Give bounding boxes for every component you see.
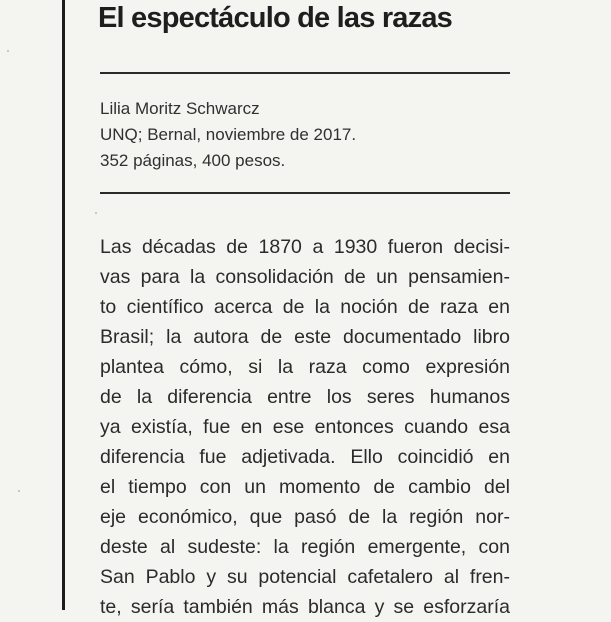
body-line: to científico acerca de la noción de raza en: [100, 296, 510, 318]
body-line: Brasil; la autora de este documentado libro: [100, 326, 510, 348]
print-speck: [18, 490, 20, 492]
print-speck: [95, 212, 97, 214]
body-line: deste al sudeste: la región emergente, con: [100, 536, 510, 558]
print-speck: [7, 50, 9, 52]
metadata-divider: [100, 192, 510, 194]
body-line: de la diferencia entre los seres humanos: [100, 386, 510, 408]
article-headline: El espectáculo de las razas: [98, 2, 452, 34]
body-line: plantea cómo, si la raza como expresión: [100, 356, 510, 378]
body-line: vas para la consolidación de un pensamien-: [100, 266, 510, 288]
body-line: San Pablo y su potencial cafetalero al fren-: [100, 566, 510, 588]
body-line: eje económico, que pasó de la región nor-: [100, 506, 510, 528]
book-metadata: [100, 96, 510, 174]
book-details: 352 páginas, 400 pesos.: [100, 151, 286, 170]
headline-divider: [100, 72, 510, 74]
article-body: [100, 232, 510, 622]
body-line: te, sería también más blanca y se esforzaría: [100, 596, 510, 618]
book-publisher: UNQ; Bernal, noviembre de 2017.: [100, 125, 357, 144]
book-author: Lilia Moritz Schwarcz: [100, 99, 260, 118]
column-divider-rule: [62, 0, 65, 610]
body-line: el tiempo con un momento de cambio del: [100, 476, 510, 498]
body-line: ya existía, fue en ese entonces cuando esa: [100, 416, 510, 438]
body-line: Las décadas de 1870 a 1930 fueron decisi-: [100, 236, 510, 258]
body-line: diferencia fue adjetivada. Ello coincidió en: [100, 446, 510, 468]
